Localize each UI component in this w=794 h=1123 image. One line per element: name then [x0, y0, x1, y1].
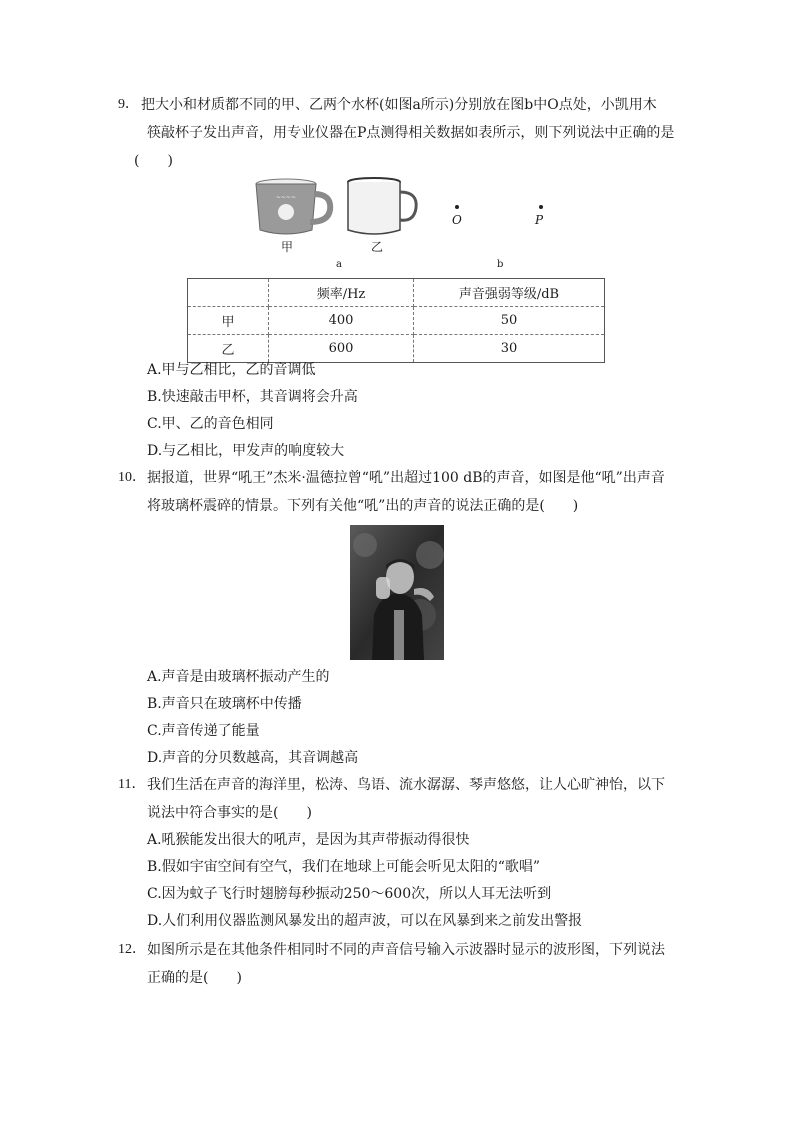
q12-stem-line1: 如图所示是在其他条件相同时不同的声音信号输入示波器时显示的波形图，下列说法: [147, 942, 665, 958]
figure-a-label: a: [336, 259, 342, 270]
q10-option-c: C.声音传递了能量: [147, 723, 260, 739]
q11-stem-line1: 我们生活在声音的海洋里，松涛、鸟语、流水潺潺、琴声悠悠，让人心旷神怡，以下: [147, 777, 665, 793]
q9-stem-line1: 把大小和材质都不同的甲、乙两个水杯(如图a所示)分别放在图b中O点处，小凯用木: [141, 97, 657, 113]
q11-option-b: B.假如宇宙空间有空气，我们在地球上可能会听见太阳的“歌唱”: [147, 859, 541, 875]
q9-option-c: C.甲、乙的音色相同: [147, 416, 274, 432]
table-row: [188, 335, 605, 363]
q11-option-c: C.因为蚊子飞行时翅膀每秒振动250～600次，所以人耳无法听到: [147, 886, 552, 902]
q11-option-d: D.人们利用仪器监测风暴发出的超声波，可以在风暴到来之前发出警报: [147, 913, 583, 929]
table-cell: 甲: [188, 307, 269, 335]
table-cell: 乙: [188, 335, 269, 363]
q11-number: 11．: [118, 777, 146, 792]
q9-option-a: A.甲与乙相比，乙的音调低: [147, 362, 316, 378]
point-p-dot: [539, 205, 543, 209]
q12-stem-line2: 正确的是( ): [147, 970, 242, 986]
table-cell: 600: [269, 335, 414, 363]
point-o-label: O: [452, 213, 462, 227]
table-row: [188, 307, 605, 335]
q10-stem-line2: 将玻璃杯震碎的情景。下列有关他“吼”出的声音的说法正确的是( ): [147, 498, 579, 514]
q11-option-a: A.吼猴能发出很大的吼声，是因为其声带振动得很快: [147, 832, 470, 848]
q9-option-d: D.与乙相比，甲发声的响度较大: [147, 443, 345, 459]
table-header-cell: 频率/Hz: [269, 279, 414, 307]
figure-b-label: b: [497, 259, 504, 270]
q10-number: 10．: [118, 470, 146, 485]
cup-yi-label: 乙: [371, 240, 384, 254]
q10-option-a: A.声音是由玻璃杯振动产生的: [147, 669, 330, 685]
q9-stem-line3: ( ): [134, 153, 173, 169]
svg-text:~~~~: ~~~~: [275, 194, 297, 201]
q9-option-b: B.快速敲击甲杯，其音调将会升高: [147, 389, 358, 405]
q10-option-d: D.声音的分贝数越高，其音调越高: [147, 750, 359, 766]
table-cell: 400: [269, 307, 414, 335]
table-header-cell: [188, 279, 269, 307]
table-cell: 30: [414, 335, 605, 363]
q9-number: 9．: [118, 97, 139, 112]
q10-stem-line1: 据报道，世界“吼王”杰米·温德拉曾“吼”出超过100 dB的声音，如图是他“吼”出声音: [147, 470, 665, 486]
table-header-cell: 声音强弱等级/dB: [414, 279, 605, 307]
table-header-row: [188, 279, 605, 307]
cup-yi-image: [344, 176, 422, 238]
q9-stem-line2: 筷敲杯子发出声音，用专业仪器在P点测得相关数据如表所示，则下列说法中正确的是: [147, 125, 675, 141]
roaring-man-photo: [350, 525, 444, 660]
point-o-dot: [455, 205, 459, 209]
q10-option-b: B.声音只在玻璃杯中传播: [147, 696, 302, 712]
table-cell: 50: [414, 307, 605, 335]
cup-jia-image: [252, 174, 334, 240]
cup-jia-label: 甲: [281, 240, 294, 254]
point-p-label: P: [535, 213, 544, 227]
q11-stem-line2: 说法中符合事实的是( ): [147, 805, 312, 821]
q12-number: 12．: [118, 942, 146, 957]
q9-data-table: [187, 278, 605, 363]
